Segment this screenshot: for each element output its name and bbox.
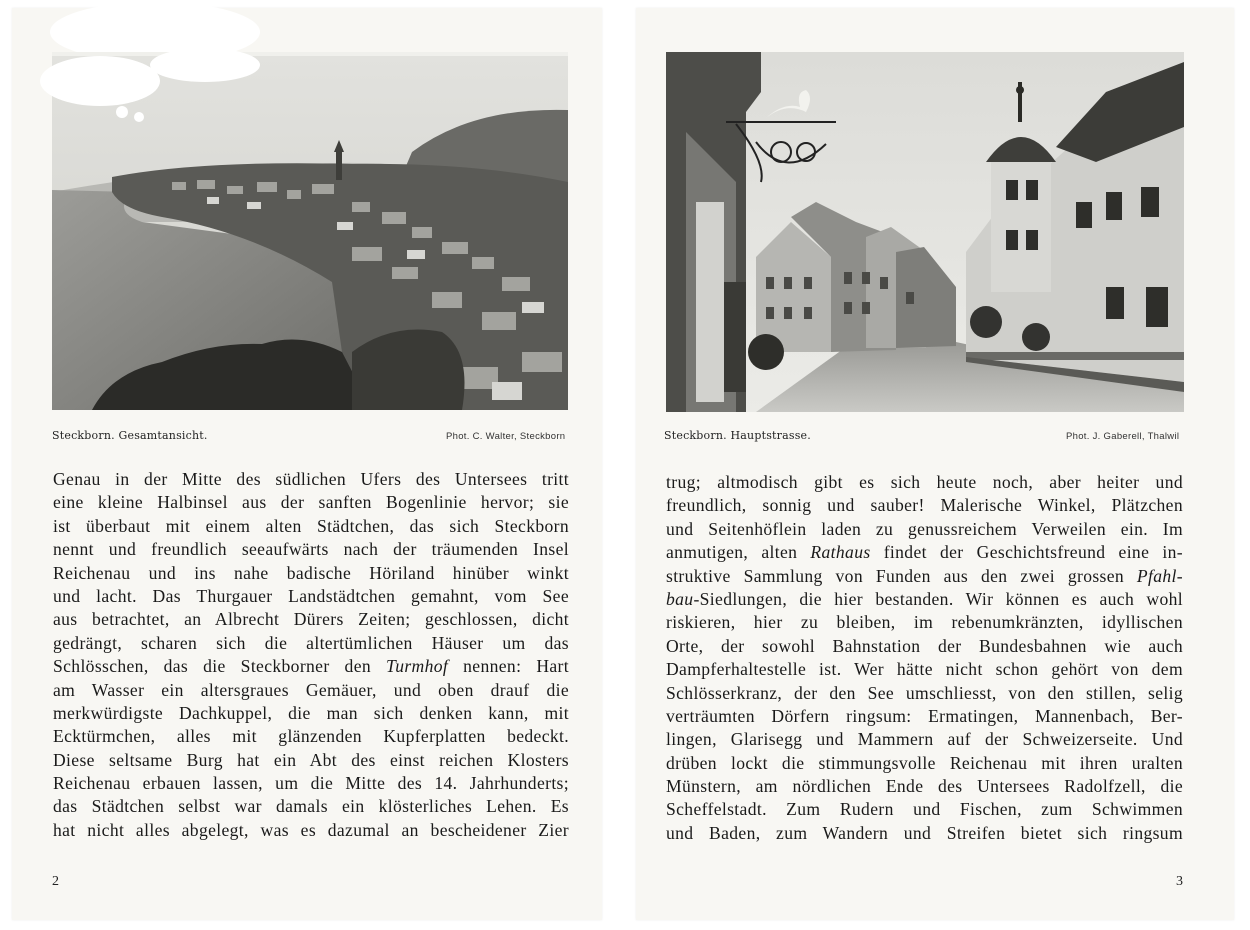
left-photo-credit: Phot. C. Walter, Steckborn	[446, 431, 566, 442]
text-line: Scheffelstadt. Zum Rudern und Fischen, zum Schwimmen	[666, 799, 1183, 820]
right-photo-caption: Steckborn. Hauptstrasse.	[664, 429, 811, 442]
paper-tear	[116, 106, 128, 118]
text-line: bau-Siedlungen, die hier bestanden. Wir können es auch wohl	[666, 588, 1183, 609]
text-line: Orte, der sowohl Bahnstation der Bundesbahnen wie auch	[666, 635, 1183, 656]
text-line: ist überbaut mit einem alten Städtchen, das sich Steckborn	[53, 515, 569, 536]
right-page-number: 3	[1176, 874, 1183, 889]
text-line: trug; altmodisch gibt es sich heute noch, aber heiter und	[666, 472, 1183, 492]
text-line: lingen, Glarisegg und Mammern auf der Schweizerseite. Und	[666, 729, 1183, 750]
text-line: Schlösserkranz, der den See umschliesst, von den stillen, selig	[666, 682, 1183, 703]
text-line: Dampferhaltestelle ist. Wer hätte nicht schon gehört von dem	[666, 659, 1183, 680]
photo-main-street-image	[666, 52, 1184, 412]
text-line: am Wasser ein altersgraues Gemäuer, und oben drauf die	[53, 679, 569, 700]
text-line: Diese seltsame Burg hat ein Abt des einst reichen Klosters	[53, 749, 569, 770]
paper-tear	[134, 112, 144, 122]
text-line: und lacht. Das Thurgauer Landstädtchen gemahnt, vom See	[53, 585, 569, 606]
text-line: Reichenau erbauen lassen, um die Mitte des 14. Jahrhunderts;	[53, 773, 569, 794]
text-line: Münstern, am nördlichen Ende des Untersees Radolfzell, die	[666, 776, 1183, 797]
text-line: struktive Sammlung von Funden aus den zwei grossen Pfahl-	[666, 565, 1183, 586]
right-body-text	[666, 471, 1183, 845]
paper-tear	[40, 56, 160, 106]
text-line: drüben lockt die stimmungsvolle Reichenau mit ihren uralten	[666, 752, 1183, 773]
text-line: Schlösschen, das die Steckborner den Turmhof nennen: Hart	[53, 656, 569, 677]
text-line: das Städtchen selbst war damals ein klösterliches Lehen. Es	[53, 796, 569, 817]
text-line: Genau in der Mitte des südlichen Ufers des Untersees tritt	[53, 469, 569, 489]
text-line: merkwürdigste Dachkuppel, die man sich denken kann, mit	[53, 702, 569, 723]
photo-steckborn-main-street	[666, 52, 1184, 412]
left-photo-caption: Steckborn. Gesamtansicht.	[52, 429, 208, 442]
text-line: anmutigen, alten Rathaus findet der Geschichtsfreund eine in-	[666, 542, 1183, 563]
text-line: Reichenau und ins nahe badische Höriland hinüber winkt	[53, 562, 569, 583]
left-page-number: 2	[52, 874, 59, 889]
text-line: eine kleine Halbinsel aus der sanften Bogenlinie hervor; sie	[53, 492, 569, 513]
text-line: riskieren, hier zu bleiben, im rebenumkränzten, idyllischen	[666, 612, 1183, 633]
text-line: Ecktürmchen, alles mit glänzenden Kupferplatten bedeckt.	[53, 726, 569, 747]
text-line: freundlich, sonnig und sauber! Malerische Winkel, Plätzchen	[666, 495, 1183, 516]
text-line: gedrängt, scharen sich die altertümlichen Häuser um das	[53, 632, 569, 653]
text-line: und Baden, zum Wandern und Streifen bietet sich ringsum	[666, 822, 1183, 843]
photo-steckborn-overview	[52, 52, 568, 410]
text-line: aus betrachtet, an Albrecht Dürers Zeiten; geschlossen, dicht	[53, 609, 569, 630]
text-line: nennt und freundlich seeaufwärts nach der träumenden Insel	[53, 539, 569, 560]
text-line: und Seitenhöflein laden zu genussreichem Verweilen ein. Im	[666, 518, 1183, 539]
text-line: verträumten Dörfern ringsum: Ermatingen, Mannenbach, Ber-	[666, 705, 1183, 726]
left-body-text	[53, 468, 569, 842]
paper-tear	[150, 48, 260, 82]
photo-overview-image	[52, 52, 568, 410]
text-line: hat nicht alles abgelegt, was es dazumal an bescheidener Zier	[53, 819, 569, 840]
right-photo-credit: Phot. J. Gaberell, Thalwil	[1066, 431, 1180, 442]
